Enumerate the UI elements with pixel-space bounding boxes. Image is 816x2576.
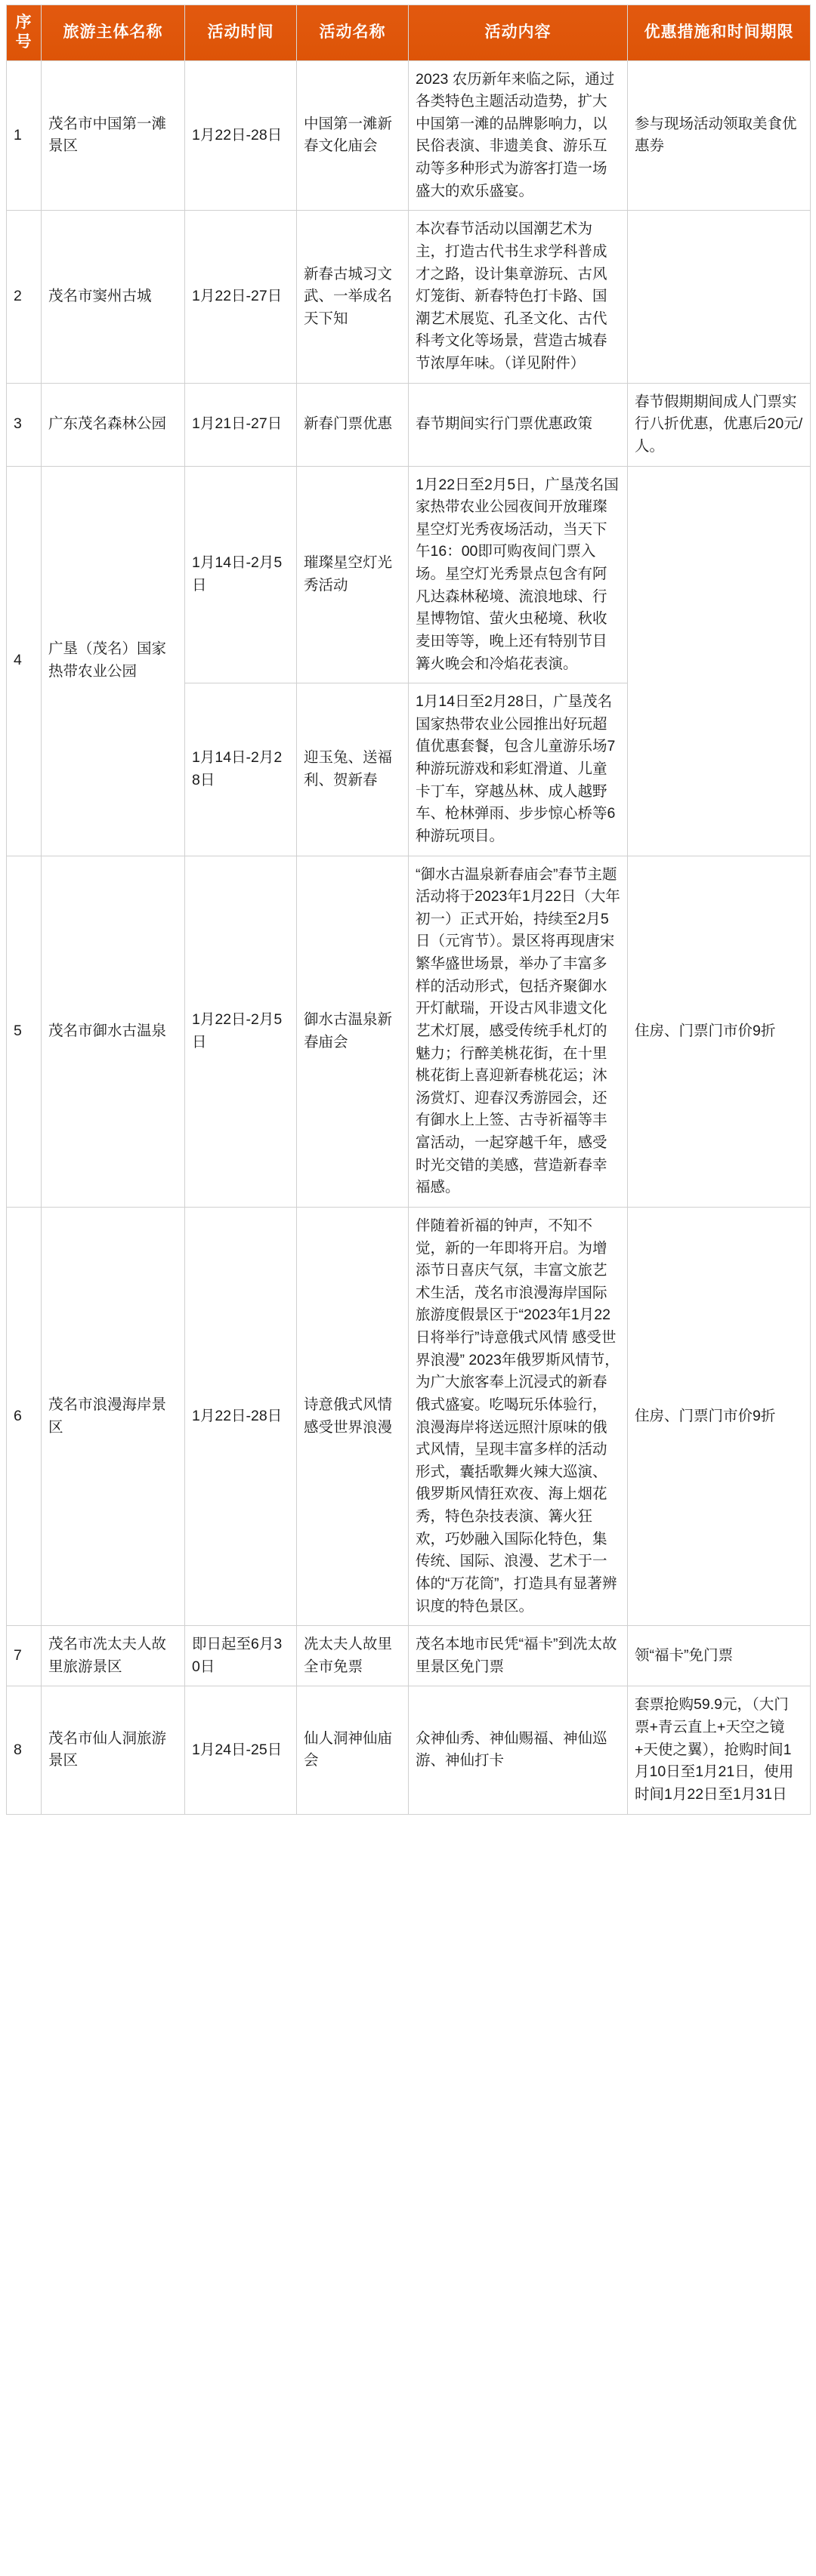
cell-policy: 领“福卡”免门票 [628, 1626, 811, 1686]
column-header-time: 活动时间 [185, 5, 297, 61]
cell-seq: 8 [7, 1686, 42, 1814]
column-header-subject: 旅游主体名称 [42, 5, 185, 61]
cell-policy: 套票抢购59.9元，（大门票+青云直上+天空之镜+天使之翼），抢购时间1月10日至1月21日，使用时间1月22日至1月31日 [628, 1686, 811, 1814]
cell-name: 中国第一滩新春文化庙会 [297, 60, 409, 211]
column-header-seq: 序号 [7, 5, 42, 61]
cell-subject: 茂名市窦州古城 [42, 211, 185, 383]
column-header-content: 活动内容 [409, 5, 628, 61]
cell-content: 春节期间实行门票优惠政策 [409, 383, 628, 466]
cell-time: 1月22日-2月5日 [185, 856, 297, 1207]
cell-content: 1月14日至2月28日，广垦茂名国家热带农业公园推出好玩超值优惠套餐，包含儿童游乐场7种游玩游戏和彩虹滑道、儿童卡丁车，穿越丛林、成人越野车、枪林弹雨、步步惊心桥等6种游玩项目。 [409, 683, 628, 856]
table-row [7, 1626, 811, 1686]
cell-seq: 4 [7, 466, 42, 856]
cell-subject: 茂名市中国第一滩景区 [42, 60, 185, 211]
cell-subject: 广垦（茂名）国家热带农业公园 [42, 466, 185, 856]
cell-policy: 参与现场活动领取美食优惠券 [628, 60, 811, 211]
cell-seq: 1 [7, 60, 42, 211]
cell-content: “御水古温泉新春庙会”春节主题活动将于2023年1月22日（大年初一）正式开始，持续至2月5日（元宵节）。景区将再现唐宋繁华盛世场景，举办了丰富多样的活动形式，包括齐聚御水开灯献瑞，开设古风非遗文化艺术灯展，感受传统手札灯的魅力；行醉美桃花街，在十里桃花街上喜迎新春桃花运；沐汤赏灯、迎春汉秀游园会，还有御水上上签、古寺祈福等丰富活动，一起穿越千年，感受时光交错的美感，营造新春幸福感。 [409, 856, 628, 1207]
column-header-policy: 优惠措施和时间期限 [628, 5, 811, 61]
cell-name: 璀璨星空灯光秀活动 [297, 466, 409, 683]
cell-seq: 2 [7, 211, 42, 383]
cell-content: 1月22日至2月5日，广垦茂名国家热带农业公园夜间开放璀璨星空灯光秀夜场活动，当天下午16：00即可购夜间门票入场。星空灯光秀景点包含有阿凡达森林秘境、流浪地球、行星博物馆、萤火虫秘境、秋收麦田等等，晚上还有特别节目篝火晚会和冷焰花表演。 [409, 466, 628, 683]
cell-time: 1月21日-27日 [185, 383, 297, 466]
cell-time: 1月14日-2月28日 [185, 683, 297, 856]
table-header [7, 5, 811, 61]
table-row [7, 1686, 811, 1814]
cell-name: 仙人洞神仙庙会 [297, 1686, 409, 1814]
cell-seq: 3 [7, 383, 42, 466]
table-row [7, 466, 811, 683]
table-row [7, 383, 811, 466]
table-body [7, 60, 811, 1814]
cell-subject: 广东茂名森林公园 [42, 383, 185, 466]
table-row [7, 211, 811, 383]
column-header-name: 活动名称 [297, 5, 409, 61]
cell-seq: 7 [7, 1626, 42, 1686]
cell-subject: 茂名市仙人洞旅游景区 [42, 1686, 185, 1814]
table-row [7, 60, 811, 211]
cell-content: 茂名本地市民凭“福卡”到冼太故里景区免门票 [409, 1626, 628, 1686]
cell-name: 御水古温泉新春庙会 [297, 856, 409, 1207]
cell-time: 1月14日-2月5日 [185, 466, 297, 683]
cell-content: 2023 农历新年来临之际，通过各类特色主题活动造势，扩大中国第一滩的品牌影响力，以民俗表演、非遗美食、游乐互动等多种形式为游客打造一场盛大的欢乐盛宴。 [409, 60, 628, 211]
cell-content: 伴随着祈福的钟声，不知不觉，新的一年即将开启。为增添节日喜庆气氛，丰富文旅艺术生活，茂名市浪漫海岸国际旅游度假景区于“2023年1月22日将举行”诗意俄式风情 感受世界浪漫” 2023年俄罗斯风情节，为广大旅客奉上沉浸式的新春俄式盛宴。吃喝玩乐体验行，浪漫海岸将送远照汁原味的俄式风情，呈现丰富多样的活动形式，囊括歌舞火辣大巡演、俄罗斯风情狂欢夜、海上烟花秀，特色杂技表演、篝火狂欢，巧妙融入国际化特色，集传统、国际、浪漫、艺术于一体的“万花筒”，打造具有显著辨识度的特色景区。 [409, 1207, 628, 1625]
cell-time: 1月22日-28日 [185, 1207, 297, 1625]
cell-policy: 住房、门票门市价9折 [628, 856, 811, 1207]
cell-name: 新春门票优惠 [297, 383, 409, 466]
tourism-activity-table [6, 5, 811, 1815]
cell-policy: 春节假期期间成人门票实行八折优惠，优惠后20元/人。 [628, 383, 811, 466]
cell-name: 冼太夫人故里全市免票 [297, 1626, 409, 1686]
cell-name: 诗意俄式风情感受世界浪漫 [297, 1207, 409, 1625]
cell-name: 新春古城习文武、一举成名天下知 [297, 211, 409, 383]
table-row [7, 1207, 811, 1625]
cell-seq: 6 [7, 1207, 42, 1625]
cell-subject: 茂名市浪漫海岸景区 [42, 1207, 185, 1625]
cell-time: 1月24日-25日 [185, 1686, 297, 1814]
cell-content: 众神仙秀、神仙赐福、神仙巡游、神仙打卡 [409, 1686, 628, 1814]
table-header-row [7, 5, 811, 61]
cell-time: 即日起至6月30日 [185, 1626, 297, 1686]
cell-name: 迎玉兔、送福利、贺新春 [297, 683, 409, 856]
cell-policy [628, 466, 811, 856]
cell-content: 本次春节活动以国潮艺术为主，打造古代书生求学科普成才之路，设计集章游玩、古风灯笼街、新春特色打卡路、国潮艺术展览、孔圣文化、古代科考文化等场景，营造古城春节浓厚年味。（详见附件） [409, 211, 628, 383]
cell-time: 1月22日-28日 [185, 60, 297, 211]
cell-subject: 茂名市御水古温泉 [42, 856, 185, 1207]
table-row [7, 856, 811, 1207]
cell-policy: 住房、门票门市价9折 [628, 1207, 811, 1625]
cell-subject: 茂名市冼太夫人故里旅游景区 [42, 1626, 185, 1686]
cell-time: 1月22日-27日 [185, 211, 297, 383]
cell-seq: 5 [7, 856, 42, 1207]
cell-policy [628, 211, 811, 383]
